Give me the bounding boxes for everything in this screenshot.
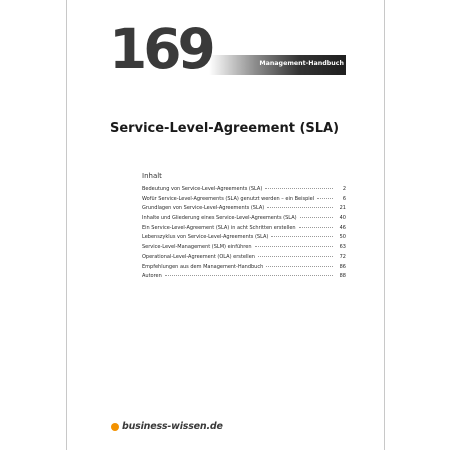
publisher-logo[interactable] bbox=[111, 421, 223, 433]
toc-entry-label: Grundlagen von Service-Level-Agreements (SLA) bbox=[142, 205, 265, 212]
toc-entry-page: 72 bbox=[339, 253, 346, 260]
toc-entry-label: Inhalte und Gliederung eines Service-Level-Agreements (SLA) bbox=[142, 215, 297, 222]
toc-entry-page: 46 bbox=[339, 224, 346, 231]
toc-entry[interactable] bbox=[142, 195, 346, 205]
toc-leader bbox=[317, 198, 333, 199]
toc-entry[interactable] bbox=[142, 204, 346, 214]
toc-entry[interactable] bbox=[142, 263, 346, 273]
toc-entry[interactable] bbox=[142, 224, 346, 234]
toc-leader bbox=[255, 246, 334, 247]
publisher-name: business-wissen.de bbox=[122, 421, 223, 432]
toc-entry-page: 21 bbox=[339, 205, 346, 212]
toc-entry[interactable] bbox=[142, 233, 346, 243]
toc-leader bbox=[267, 207, 333, 208]
toc-entry-page: 6 bbox=[342, 195, 346, 202]
toc-leader bbox=[258, 256, 333, 257]
toc-entry-page: 63 bbox=[339, 244, 346, 251]
toc-entry-label: Operational-Level-Agreement (OLA) erstellen bbox=[142, 253, 255, 260]
toc-entry-page: 50 bbox=[339, 234, 346, 241]
toc-entry-page: 40 bbox=[339, 215, 346, 222]
toc-heading: Inhalt bbox=[142, 172, 162, 180]
toc-entry[interactable] bbox=[142, 243, 346, 253]
toc-entry-label: Wofür Service-Level-Agreements (SLA) genutzt werden – ein Beispiel bbox=[142, 195, 315, 202]
toc-leader bbox=[271, 236, 333, 237]
toc-entry-label: Ein Service-Level-Agreement (SLA) in acht Schritten erstellen bbox=[142, 224, 296, 231]
toc-entry-label: Lebenszyklus von Service-Level-Agreements (SLA) bbox=[142, 234, 269, 241]
toc-entry-label: Service-Level-Management (SLM) einführen bbox=[142, 244, 252, 251]
document-title: Service-Level-Agreement (SLA) bbox=[110, 121, 340, 136]
toc-leader bbox=[265, 188, 333, 189]
toc-leader bbox=[165, 275, 333, 276]
toc-entry-page: 2 bbox=[342, 186, 346, 192]
toc-entry-label: Bedeutung von Service-Level-Agreements (SLA) bbox=[142, 186, 263, 192]
toc-entry-page: 86 bbox=[339, 263, 346, 270]
toc-entry[interactable] bbox=[142, 214, 346, 224]
series-name: Management-Handbuch bbox=[259, 60, 344, 67]
toc-entry[interactable] bbox=[142, 253, 346, 263]
table-of-contents bbox=[142, 185, 346, 282]
toc-leader bbox=[300, 217, 333, 218]
issue-number: 169 bbox=[109, 17, 212, 81]
toc-leader bbox=[299, 227, 333, 228]
toc-entry-label: Autoren bbox=[142, 273, 162, 280]
toc-entry-page: 88 bbox=[339, 273, 346, 280]
toc-entry[interactable] bbox=[142, 272, 346, 282]
brand-dot-icon bbox=[111, 423, 119, 431]
toc-leader bbox=[266, 266, 333, 267]
toc-entry[interactable] bbox=[142, 185, 346, 195]
toc-entry-label: Empfehlungen aus dem Management-Handbuch bbox=[142, 263, 264, 270]
